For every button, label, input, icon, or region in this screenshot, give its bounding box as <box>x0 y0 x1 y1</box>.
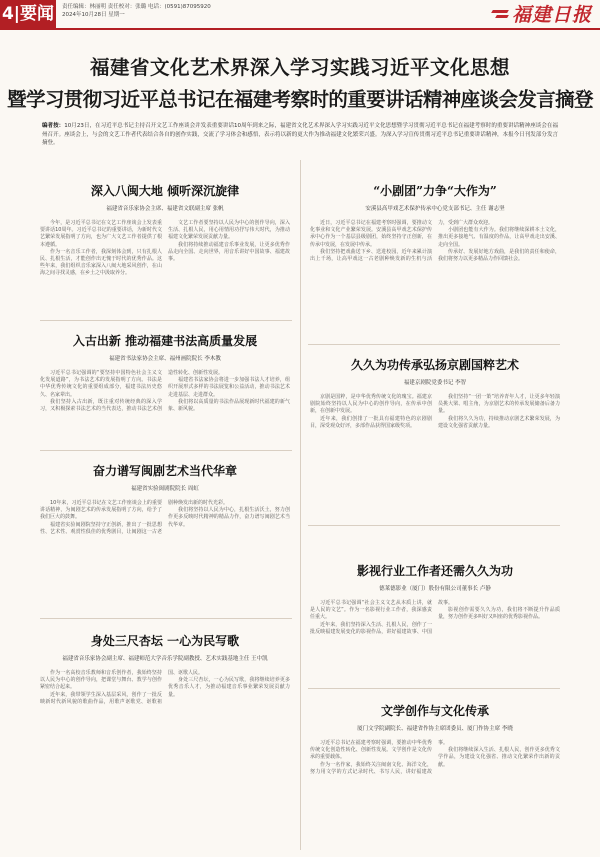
date-line: 2024年10月28日 星期一 <box>62 12 125 18</box>
article-byline: 福建省音乐家协会主席、福建省文联副主席 张帆 <box>106 206 224 212</box>
article <box>310 356 560 430</box>
editor-line: 责任编辑：林丽明 责任校对：张璐 电话：(0591)87095920 <box>62 4 211 10</box>
article-paragraph: 作为一名作家，我始终关注闽南文化、海洋文化，努力用文学的方式记录时代、书写人民，讲好福建故事。 <box>310 740 449 775</box>
article <box>40 182 290 278</box>
brand-name: 福建日报 <box>511 3 592 26</box>
section-divider <box>40 320 292 321</box>
header-divider <box>0 28 600 30</box>
article-paragraph: 习近平总书记强调“社会主义文艺从本质上讲，就是人民的文艺”。作为一名影视行业工作者，我深感责任重大。 <box>310 600 432 621</box>
headline-main: 福建省文化艺术界深入学习实践习近平文化思想 <box>89 56 510 79</box>
article-title: 深入八闽大地 倾听深沉旋律 <box>90 184 240 198</box>
article-paragraph: 近日，习近平总书记在福建考察时强调，要推动文化事业和文化产业繁荣发展。安溪县高甲戏艺术保护传承中心作为一个基层县级剧团，始终坚持守正创新，在传承中发展，在发展中传承。 <box>310 220 432 248</box>
headline-sub: 暨学习贯彻习近平总书记在福建考察时的重要讲话精神座谈会发言摘登 <box>7 88 593 111</box>
article-paragraph: 我们将持续推动福建音乐事业发展，让更多优秀作品走向全国、走向世界，用音乐讲好中国故事、福建故事。 <box>168 241 290 263</box>
article-title: 文学创作与文化传承 <box>380 704 489 718</box>
article-paragraph: 福建省书法家协会将进一步加强书法人才培养，组织开展形式多样的书法展览和公益活动，推动书法艺术走进基层、走进群众。 <box>168 377 290 398</box>
article-paragraph: 我们坚持把戏曲送下乡、送进校园，近年来累计演出上千场，让高甲戏这一古老剧种焕发新的生机与活力，受到广大群众欢迎。 <box>310 220 494 263</box>
article-title: 久久为功传承弘扬京剧国粹艺术 <box>350 358 519 372</box>
section-divider <box>308 688 560 689</box>
article-body <box>40 220 290 278</box>
article-body <box>310 740 560 776</box>
article-byline: 德莱德影业（厦门）股份有限公司董事长 卢静 <box>379 586 491 592</box>
article-body <box>310 220 560 263</box>
page-header <box>0 0 600 28</box>
article <box>40 632 290 706</box>
article-paragraph: 近年来，我们坚持深入生活、扎根人民，创作了一批反映福建发展变化的影视作品，讲好福建故事、中国故事。 <box>310 600 454 635</box>
article-byline: 福建京剧院党委书记 李智 <box>403 380 467 386</box>
article-paragraph: 习近平总书记在福建考察时强调，要推动中华优秀传统文化创造性转化、创新性发展。文学创作是文化传承的重要载体。 <box>310 740 432 761</box>
article-paragraph: 近年来，我带领学生深入基层采风，创作了一批反映新时代新风貌的歌曲作品，用歌声讴歌党、讴歌祖国、讴歌人民。 <box>40 670 204 705</box>
article-title: 奋力谱写闽剧艺术当代华章 <box>92 464 237 478</box>
article-paragraph: 作为一名音乐工作者，我深刻体会到，只有扎根人民、扎根生活，才能创作出无愧于时代的优秀作品。这些年来，我们组织音乐家深入八闽大地采风创作，在山海之间寻找灵感，在乡土之中汲取养分。 <box>40 248 162 277</box>
article-title: 入古出新 推动福建书法高质量发展 <box>72 334 258 348</box>
article-body <box>40 670 290 706</box>
article-title: 影视行业工作者还需久久为功 <box>356 564 513 578</box>
brand-logo-icon <box>490 4 510 22</box>
article-byline: 厦门文学院副院长、福建省作协主席团委员、厦门作协主席 李晓 <box>357 726 513 732</box>
page-number-badge: 4|要闻 <box>0 0 56 28</box>
article-paragraph: 小剧团也能有大作为。我们将继续深耕本土文化，推出更多接地气、有温度的作品，让高甲戏走出安溪、走向全国。 <box>438 227 560 248</box>
article-byline: 安溪县高甲戏艺术保护传承中心党支部书记、主任 谢志坚 <box>365 206 505 212</box>
article-paragraph: 习近平总书记强调的“要坚持中国特色社会主义文化发展道路”，为书法艺术的发展指明了方向。书法是中华优秀传统文化的重要组成部分，福建书法历史悠久、名家辈出。 <box>40 370 162 398</box>
editor-info <box>62 3 211 19</box>
article-paragraph: 我们坚持“一团一策”培养青年人才，让更多年轻演员挑大梁、唱主角，为京剧艺术的传承发展储备后备力量。 <box>438 394 560 415</box>
article-body <box>40 500 290 536</box>
article-paragraph: 作为一名高校音乐教师和音乐创作者，我始终坚持以人民为中心的创作导向，把课堂与舞台、教学与创作紧密结合起来。 <box>40 670 162 691</box>
column-divider <box>300 160 301 850</box>
article-paragraph: 我们将以高质量的书法作品展现新时代福建的新气象、新风貌。 <box>168 398 290 413</box>
article-paragraph: 近年来，我们创排了一批具有福建特色的京剧剧目，深受观众好评，多部作品获得国家级奖项。 <box>310 415 432 429</box>
article-paragraph: 文艺工作者要坚持以人民为中心的创作导向，深入生活、扎根人民，用心用情用功抒写伟大时代，为推动福建文化繁荣发展贡献力量。 <box>168 220 290 241</box>
article <box>40 332 290 413</box>
article-paragraph: 10年来，习近平总书记在文艺工作座谈会上的重要讲话精神，为闽剧艺术的传承发展指明了方向，给予了我们巨大的鼓舞。 <box>40 500 162 521</box>
article-paragraph: 身处三尺杏坛，一心为民写歌，我将继续培养更多优秀音乐人才，为推动福建音乐事业繁荣发展贡献力量。 <box>168 677 290 698</box>
article-body <box>310 394 560 430</box>
article-body <box>310 600 560 636</box>
section-divider <box>308 525 560 526</box>
article-paragraph: 福建省实验闽剧院坚持守正创新，推出了一批思想性、艺术性、观赏性俱佳的优秀剧目，让闽剧这一古老剧种焕发出新的时代光彩。 <box>40 500 229 535</box>
article-paragraph: 京剧是国粹，是中华优秀传统文化的瑰宝。福建京剧院始终坚持以人民为中心的创作导向，在传承中创新，在创新中发展。 <box>310 394 432 415</box>
editor-note-text: 10月23日，在习近平总书记主持召开文艺工作座谈会并发表重要讲话10周年到来之际，福建省文化艺术界深入学习实践习近平文化思想暨学习贯彻习近平总书记在福建考察时的重要讲话精神座谈会在福州召开。座谈会上，与会的文艺工作者代表结合各自的创作实践，交流了学习体会和感悟，表示将以新的更大作为推动福建文化繁荣兴盛。为深入学习宣传贯彻习近平总书记重要讲话精神，本报今日刊发部分发言摘登。 <box>42 123 558 146</box>
article <box>40 462 290 536</box>
article-byline: 福建省书法家协会主席、福州画院院长 李木教 <box>109 356 221 362</box>
section-divider <box>40 618 292 619</box>
section-divider <box>308 344 560 345</box>
article-paragraph: 传承好、发展好地方戏曲，是我们的责任和使命，我们将努力以更多精品力作回馈社会。 <box>438 248 560 263</box>
article-paragraph: 今年，是习近平总书记在文艺工作座谈会上发表重要讲话10周年。习近平总书记的重要讲话，为新时代文艺繁荣发展指明了方向，也为广大文艺工作者提供了根本遵循。 <box>40 220 162 248</box>
article-title: “小剧团”力争“大作为” <box>373 184 497 198</box>
article <box>310 702 560 776</box>
section-divider <box>40 450 292 451</box>
article-paragraph: 我们坚持入古出新，既注重对传统经典的深入学习，又积极探索书法艺术的当代表达，推动书法艺术创造性转化、创新性发展。 <box>40 370 224 413</box>
article <box>310 562 560 636</box>
article-paragraph: 我们将继续深入生活、扎根人民，创作更多优秀文学作品，为建设文化强省、推动文化繁荣作出新的贡献。 <box>438 747 560 768</box>
article-byline: 福建省音乐家协会副主席、福建师范大学音乐学院副教授、艺术实践基地主任 王中凯 <box>62 656 268 662</box>
article-paragraph: 我们将坚持以人民为中心，扎根生活沃土，努力创作更多反映时代精神的精品力作，奋力谱写闽剧艺术当代华章。 <box>168 507 290 528</box>
article-title: 身处三尺杏坛 一心为民写歌 <box>90 634 240 648</box>
article-byline: 福建省实验闽剧院院长 周虹 <box>131 486 199 492</box>
article <box>310 182 560 263</box>
editor-note-label: 编者按： <box>42 123 65 129</box>
article-paragraph: 影视创作需要久久为功，我们将不断提升作品质量，努力创作更多叫好又叫座的优秀影视作品。 <box>438 607 560 621</box>
article-body <box>40 370 290 413</box>
editor-note <box>42 122 558 148</box>
newspaper-brand <box>490 1 592 25</box>
article-paragraph: 我们将久久为功，持续推动京剧艺术繁荣发展，为建设文化强省贡献力量。 <box>438 415 560 429</box>
